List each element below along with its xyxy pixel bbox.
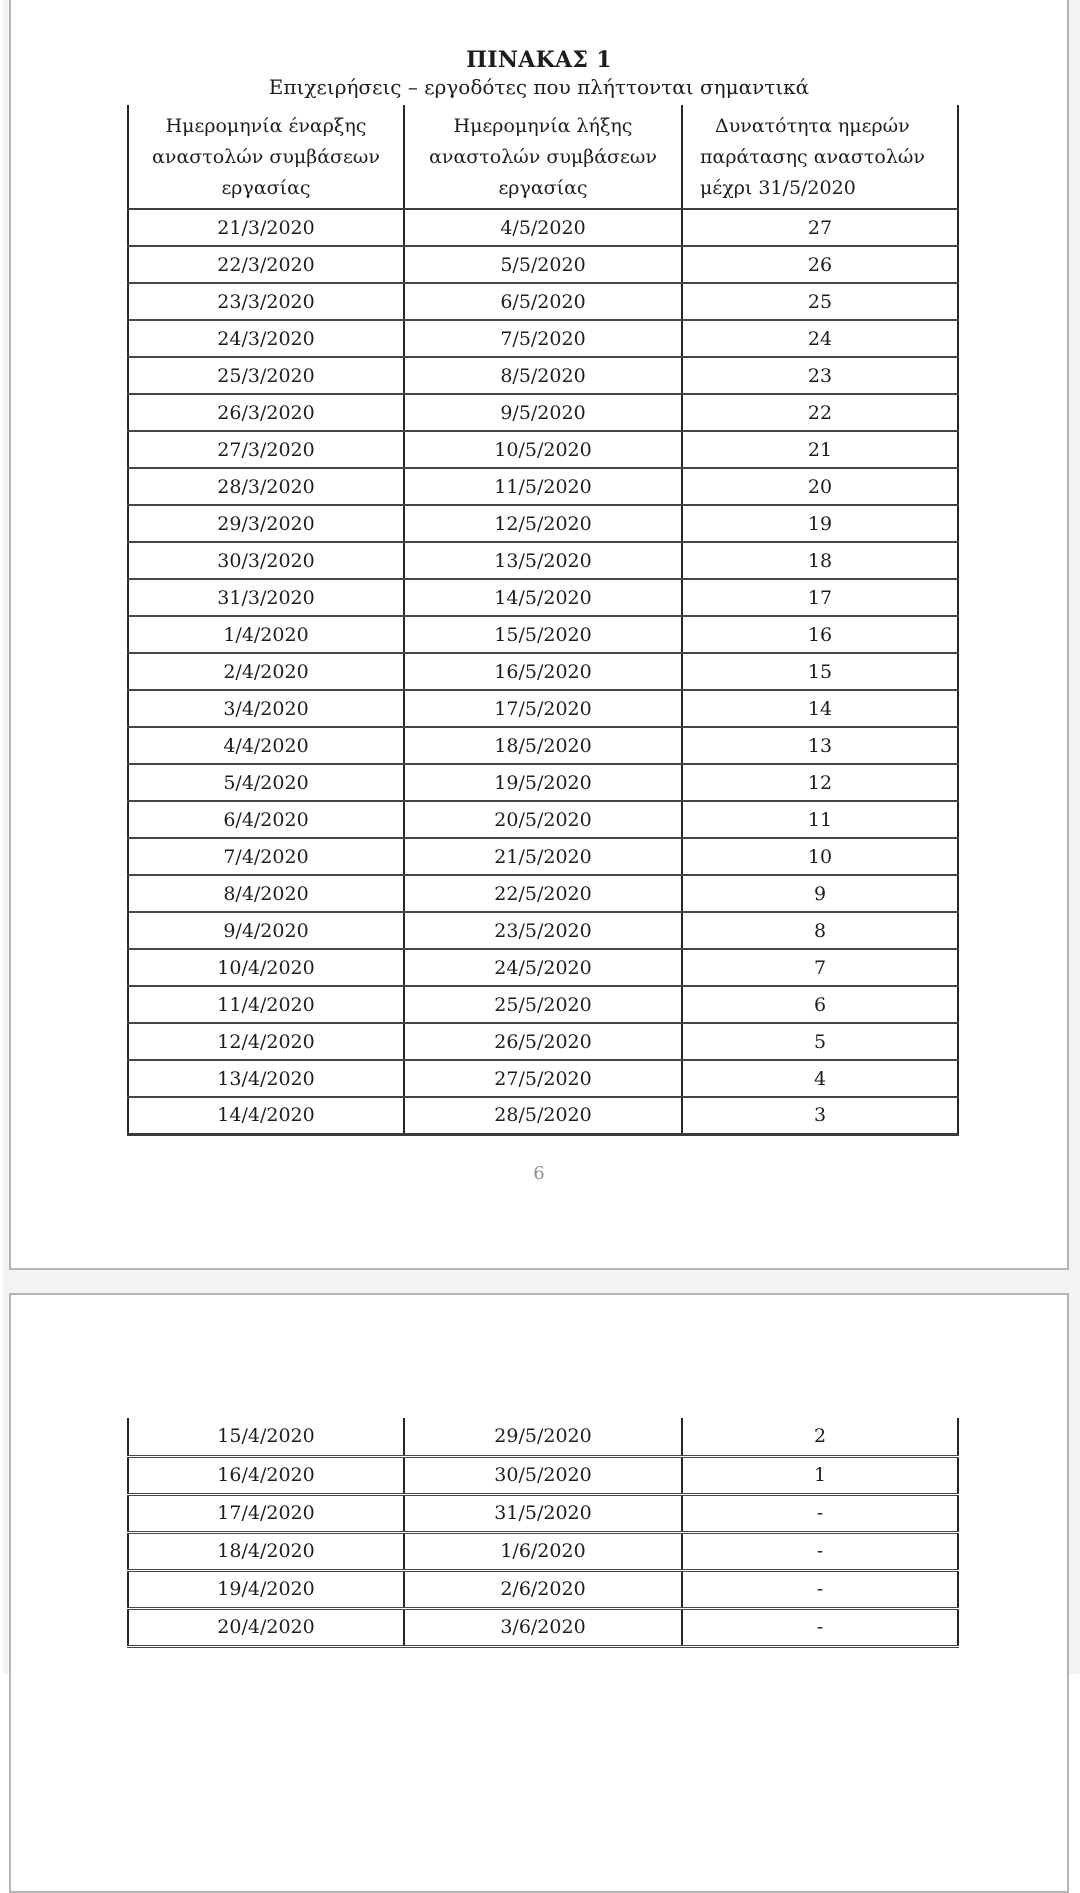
table-row — [128, 1456, 958, 1494]
table-cell: 24/3/2020 — [128, 320, 404, 357]
table-cell: 8/5/2020 — [404, 357, 682, 394]
table-cell: 16/5/2020 — [404, 653, 682, 690]
table-cell: 1/4/2020 — [128, 616, 404, 653]
table-cell: 19 — [682, 505, 958, 542]
table-cell: 16/4/2020 — [128, 1456, 404, 1494]
page1-table-body — [128, 209, 958, 1134]
table-cell: 30/3/2020 — [128, 542, 404, 579]
table-cell: 22 — [682, 394, 958, 431]
table-cell: 5/4/2020 — [128, 764, 404, 801]
table-cell: 10/5/2020 — [404, 431, 682, 468]
table-cell: 12/5/2020 — [404, 505, 682, 542]
table-cell: 10 — [682, 838, 958, 875]
table-row — [128, 949, 958, 986]
table-cell: 9/4/2020 — [128, 912, 404, 949]
table-cell: - — [682, 1532, 958, 1570]
table-header-row — [128, 105, 958, 209]
table-cell: 23/5/2020 — [404, 912, 682, 949]
table-cell: 1/6/2020 — [404, 1532, 682, 1570]
table-row — [128, 246, 958, 283]
table-row — [128, 727, 958, 764]
table-cell: 19/4/2020 — [128, 1570, 404, 1608]
table-cell: 7/5/2020 — [404, 320, 682, 357]
table-cell: 20 — [682, 468, 958, 505]
table-cell: 1 — [682, 1456, 958, 1494]
table-cell: 15/4/2020 — [128, 1418, 404, 1456]
table-cell: 26/5/2020 — [404, 1023, 682, 1060]
table-cell: 27 — [682, 209, 958, 246]
table-row — [128, 431, 958, 468]
table-cell: 3/6/2020 — [404, 1608, 682, 1646]
page-subtitle: Επιχειρήσεις – εργοδότες που πλήττονται σημαντικά — [268, 75, 810, 99]
table-row — [128, 468, 958, 505]
header-cell-2: Ημερομηνία λήξης αναστολών συμβάσεων εργασίας — [404, 105, 682, 209]
table-cell: 15 — [682, 653, 958, 690]
table-cell: 25/5/2020 — [404, 986, 682, 1023]
table-cell: 12 — [682, 764, 958, 801]
table-row — [128, 801, 958, 838]
table-cell: 11/4/2020 — [128, 986, 404, 1023]
table-cell: 12/4/2020 — [128, 1023, 404, 1060]
table-row — [128, 394, 958, 431]
table-cell: 17/5/2020 — [404, 690, 682, 727]
table-cell: 14 — [682, 690, 958, 727]
table-cell: 4/5/2020 — [404, 209, 682, 246]
table-row — [128, 764, 958, 801]
table-cell: 27/5/2020 — [404, 1060, 682, 1097]
table-row — [128, 1608, 958, 1646]
table-row — [128, 1494, 958, 1532]
page2-table-body — [128, 1418, 958, 1646]
table-cell: 20/4/2020 — [128, 1608, 404, 1646]
table-cell: 6 — [682, 986, 958, 1023]
table-row — [128, 653, 958, 690]
table-row — [128, 986, 958, 1023]
table-cell: 9 — [682, 875, 958, 912]
header-cell-1: Ημερομηνία έναρξης αναστολών συμβάσεων εργασίας — [128, 105, 404, 209]
table-row — [128, 1097, 958, 1134]
table-cell: 31/5/2020 — [404, 1494, 682, 1532]
document-page-2 — [9, 1293, 1069, 1893]
table-cell: 30/5/2020 — [404, 1456, 682, 1494]
table-row — [128, 1060, 958, 1097]
header-cell-3: Δυνατότητα ημερών παράτασης αναστολών μέχρι 31/5/2020 — [682, 105, 958, 209]
table-cell: - — [682, 1608, 958, 1646]
table-cell: 21 — [682, 431, 958, 468]
table-cell: 27/3/2020 — [128, 431, 404, 468]
table-cell: 5 — [682, 1023, 958, 1060]
table-cell: 7 — [682, 949, 958, 986]
table-cell: 22/3/2020 — [128, 246, 404, 283]
table-cell: - — [682, 1494, 958, 1532]
table-row — [128, 579, 958, 616]
table-cell: 13/4/2020 — [128, 1060, 404, 1097]
table-cell: 31/3/2020 — [128, 579, 404, 616]
table-cell: 18 — [682, 542, 958, 579]
table-cell: 22/5/2020 — [404, 875, 682, 912]
table-cell: 29/3/2020 — [128, 505, 404, 542]
table-row — [128, 838, 958, 875]
table-cell: 13 — [682, 727, 958, 764]
table-cell: 2 — [682, 1418, 958, 1456]
suspension-table-page2 — [127, 1418, 959, 1648]
table-cell: 16 — [682, 616, 958, 653]
table-cell: 3/4/2020 — [128, 690, 404, 727]
table-row — [128, 283, 958, 320]
table-cell: 21/3/2020 — [128, 209, 404, 246]
table-cell: 8/4/2020 — [128, 875, 404, 912]
table-cell: 18/4/2020 — [128, 1532, 404, 1570]
table-row — [128, 616, 958, 653]
table-cell: 26/3/2020 — [128, 394, 404, 431]
table-cell: 28/3/2020 — [128, 468, 404, 505]
table-row — [128, 1023, 958, 1060]
table-cell: 7/4/2020 — [128, 838, 404, 875]
table-cell: 13/5/2020 — [404, 542, 682, 579]
table-row — [128, 542, 958, 579]
table-cell: 6/5/2020 — [404, 283, 682, 320]
table-row — [128, 209, 958, 246]
table-cell: 2/4/2020 — [128, 653, 404, 690]
table-cell: 28/5/2020 — [404, 1097, 682, 1134]
table-cell: 14/5/2020 — [404, 579, 682, 616]
table-cell: 24/5/2020 — [404, 949, 682, 986]
table-cell: 18/5/2020 — [404, 727, 682, 764]
table-cell: - — [682, 1570, 958, 1608]
document-page-1 — [9, 0, 1069, 1270]
table-cell: 19/5/2020 — [404, 764, 682, 801]
table-cell: 20/5/2020 — [404, 801, 682, 838]
table-cell: 5/5/2020 — [404, 246, 682, 283]
table-row — [128, 1532, 958, 1570]
table-row — [128, 357, 958, 394]
table-cell: 11 — [682, 801, 958, 838]
table-cell: 4 — [682, 1060, 958, 1097]
table-cell: 9/5/2020 — [404, 394, 682, 431]
table-cell: 2/6/2020 — [404, 1570, 682, 1608]
table-cell: 23/3/2020 — [128, 283, 404, 320]
table-cell: 26 — [682, 246, 958, 283]
table-cell: 29/5/2020 — [404, 1418, 682, 1456]
table-cell: 14/4/2020 — [128, 1097, 404, 1134]
table-row — [128, 690, 958, 727]
table-cell: 24 — [682, 320, 958, 357]
table-cell: 11/5/2020 — [404, 468, 682, 505]
suspension-table-page1 — [127, 105, 959, 1136]
table-cell: 15/5/2020 — [404, 616, 682, 653]
table-cell: 25/3/2020 — [128, 357, 404, 394]
table-cell: 10/4/2020 — [128, 949, 404, 986]
table-row — [128, 912, 958, 949]
table-cell: 4/4/2020 — [128, 727, 404, 764]
table-cell: 23 — [682, 357, 958, 394]
table-row — [128, 1570, 958, 1608]
table-cell: 21/5/2020 — [404, 838, 682, 875]
page-title: ΠΙΝΑΚΑΣ 1 — [466, 47, 612, 73]
table-cell: 3 — [682, 1097, 958, 1134]
table-cell: 17/4/2020 — [128, 1494, 404, 1532]
table-cell: 8 — [682, 912, 958, 949]
page-number: 6 — [533, 1163, 545, 1184]
table-row — [128, 875, 958, 912]
table-cell: 6/4/2020 — [128, 801, 404, 838]
table-cell: 25 — [682, 283, 958, 320]
table-row — [128, 320, 958, 357]
table-row — [128, 1418, 958, 1456]
table-row — [128, 505, 958, 542]
table-cell: 17 — [682, 579, 958, 616]
